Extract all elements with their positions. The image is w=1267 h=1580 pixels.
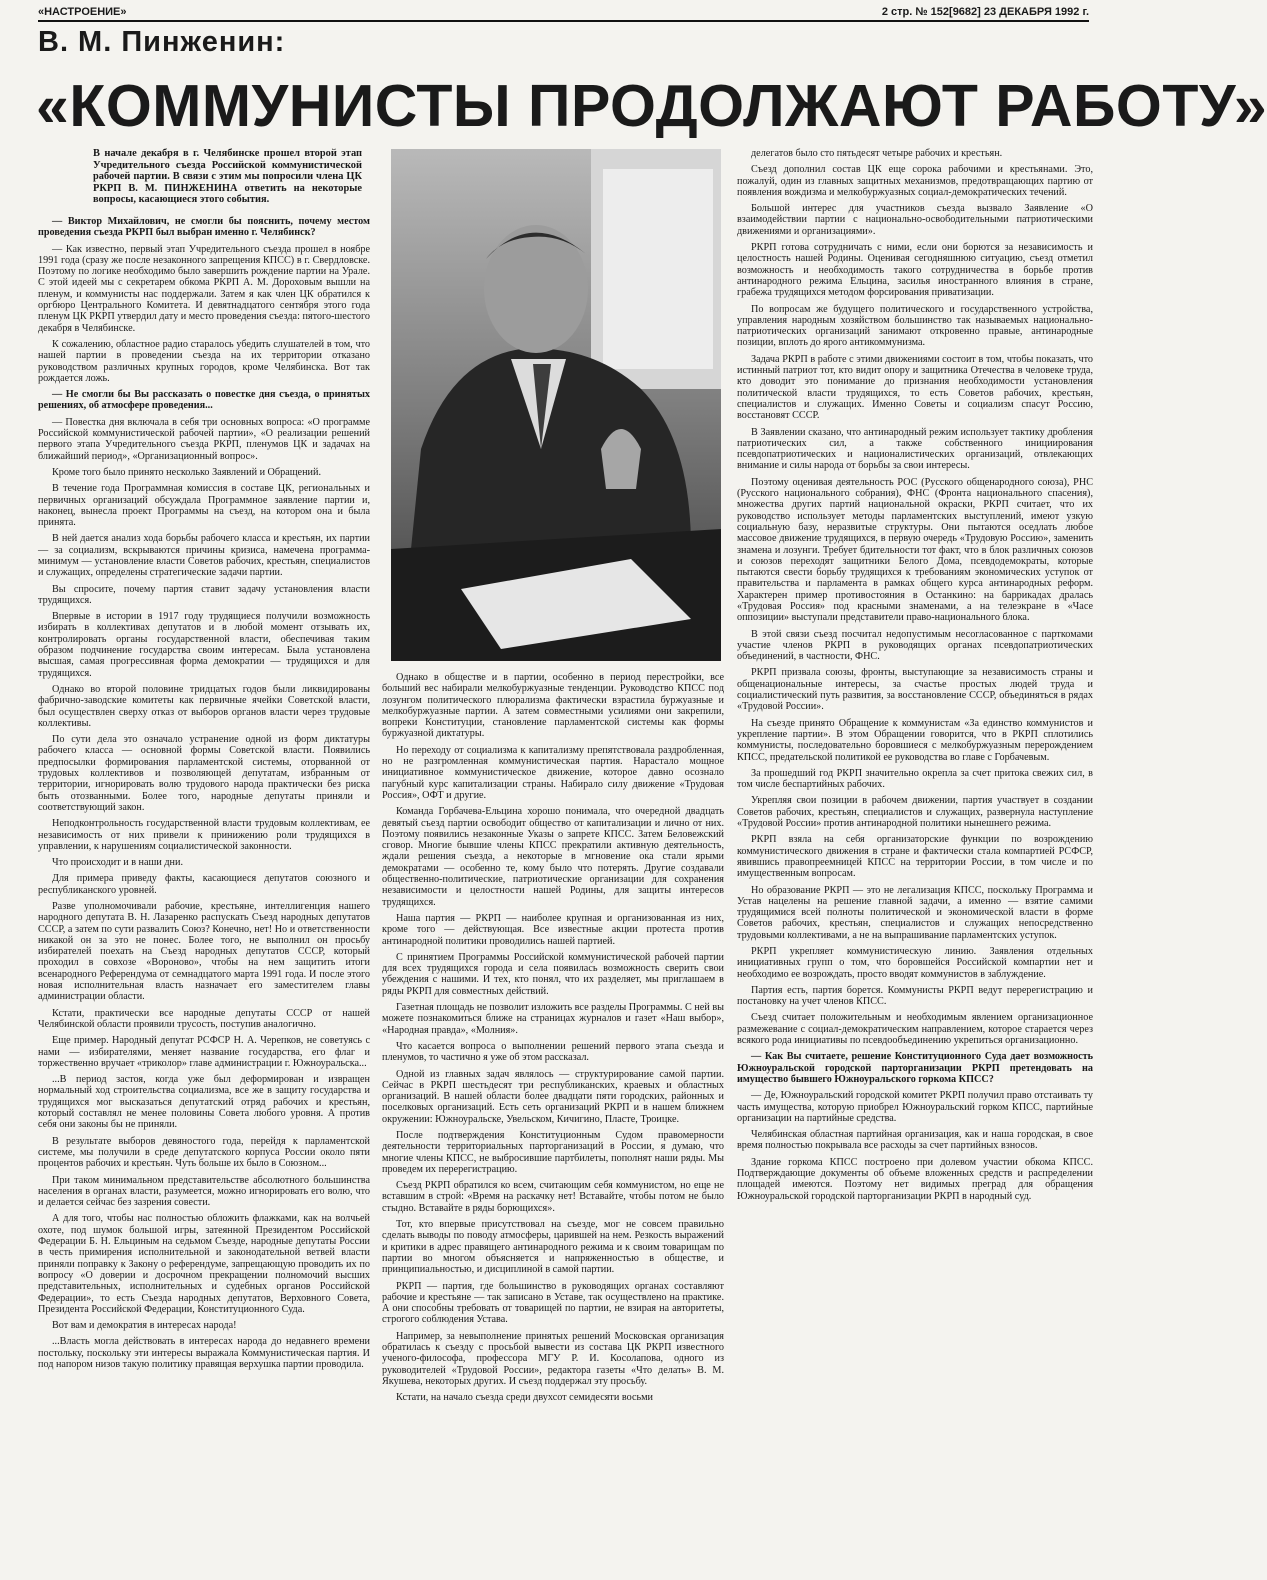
paragraph: Впервые в истории в 1917 году трудящиеся получили возможность избирать в коллективах депутатов и в любой момент отзывать их, контролировать органы государственной власти, обеспечивая таким образом подчинение государства своим интересам. Была установлена высшая, самая прогрессивная форма демократии — трудящихся и для трудящихся. (38, 611, 370, 679)
paragraph: РКРП призвала союзы, фронты, выступающие за независимость страны и общенациональные интересы, за счастье простых людей труда и социалистический путь развития, за восстановление СССР, объединяться в рядах «Трудовой России». (737, 667, 1093, 713)
paragraph: — Как известно, первый этап Учредительного съезда прошел в ноябре 1991 года (сразу же после незаконного запрещения КПСС) в г. Свердловске. Поэтому по логике необходимо было завершить рождение партии на Урале. С этой идеей мы с секретарем обкома РКРП А. М. Дороховым вышли на пленум, и коммунисты нас поддержали. Затем я как член ЦК обратился к оргбюро Центрального Комитета. И девятнадцатого сентября этого года пленум ЦК РКРП утвердил дату и место проведения съезда: пятого-шестого декабря в Челябинске. (38, 243, 370, 334)
paragraph: Большой интерес для участников съезда вызвало Заявление «О взаимодействии партии с национально-освободительными патриотическими движениями и организациями». (737, 203, 1093, 237)
article-column-3 (737, 148, 1093, 1563)
paragraph: По вопросам же будущего политического и государственного устройства, управления народным хозяйством большинство так называемых национально-патриотических организаций занимают откровенно правые, антинародные позиции, вплоть до ярого антикоммунизма. (737, 303, 1093, 349)
paragraph: Однако во второй половине тридцатых годов были ликвидированы фабрично-заводские комитеты как первичные ячейки Советской власти, был осуществлен сверху отказ от выборов органов власти через трудовые коллективы. (38, 683, 370, 729)
paragraph: Вот вам и демократия в интересах народа! (52, 1320, 237, 1332)
paragraph: Партия есть, партия борется. Коммунисты РКРП ведут перерегистрацию и постановку на учет членов КПСС. (737, 984, 1093, 1008)
paragraph: РКРП — партия, где большинство в руководящих органах составляют рабочие и крестьяне — так записано в Уставе, так осуществлено на практике. А они способны требовать от товарищей по партии, не взирая на авторитеты, строгого соблюдения Устава. (382, 1280, 724, 1326)
lead-paragraph: В начале декабря в г. Челябинске прошел второй этап Учредительного съезда Российской коммунистической рабочей партии. В связи с этим мы попросили члена ЦК РКРП В. М. ПИНЖЕНИНА ответить на некоторые вопросы, касающиеся этого события. (93, 148, 362, 206)
paragraph: С принятием Программы Российской коммунистической рабочей партии для всех трудящихся города и села появилась возможность сверить свои убеждения с нашими. И тех, кто понял, что их разделяет, мы приглашаем в ряды РКРП для совместных действий. (382, 951, 724, 997)
paragraph: Вы спросите, почему партия ставит задачу установления власти трудящихся. (38, 583, 370, 606)
paragraph: В Заявлении сказано, что антинародный режим использует тактику дробления патриотических сил, а также собственного инициирования псевдопатриотических и националистических организаций, отвлекающих внимание и силы народа от борьбы за свои интересы. (737, 426, 1093, 472)
headline: «КОММУНИСТЫ ПРОДОЛЖАЮТ РАБОТУ» (36, 73, 1267, 139)
paragraph: Но образование РКРП — это не легализация КПСС, поскольку Программа и Устав нацелены на решение главной задачи, а именно — взятие самими трудящимися всей полноты политической и экономической власти в форме Советов рабочих, крестьян, специалистов и служащих непосредственно трудовыми коллективами, а не на выпрашивание парламентских уступок. (737, 884, 1093, 941)
paragraph: Задача РКРП в работе с этими движениями состоит в том, чтобы показать, что истинный патриот тот, кто видит опору и защитника Отечества в человеке труда, кто доводит это понимание до признания необходимости установления политической власти трудящихся, то есть Советов рабочих, крестьян, специалистов и служащих. Именно Советы и социализм спасут Россию, восстановят СССР. (737, 353, 1093, 422)
paragraph: Для примера приведу факты, касающиеся депутатов союзного и республиканского уровней. (38, 873, 370, 896)
paragraph: Команда Горбачева-Ельцина хорошо понимала, что очередной двадцать девятый съезд партии освободит общество от капитализации и лично от них. Поэтому появились незаконные Указы о запрете КПСС. Затем Беловежский сговор. Многие бывшие члены КПСС прекратили активную деятельность, ждали решения съезда, а некоторые в мгновение ока стали ярыми демократами — особенно те, кому было что потерять. Другие создавали общественно-политические, патриотические организации для сохранения независимости и целостности нашей Родины, для защиты интересов трудящихся. (382, 806, 724, 908)
paragraph: Кстати, на начало съезда среди двухсот семидесяти восьми (396, 1392, 654, 1404)
paragraph: ...Власть могла действовать в интересах народа до недавнего времени постольку, поскольку эти интересы выражала Коммунистическая партия. И под напором низов такую политику правящая верхушка партии проводила. (38, 1336, 370, 1370)
paragraph: — Де, Южноуральский городской комитет РКРП получил право отстаивать ту часть имущества, которую приобрел Южноуральский горком КПСС, партийные организации на партийные средства. (737, 1090, 1093, 1124)
paragraph: К сожалению, областное радио старалось убедить слушателей в том, что нашей партии в проведении съезда на их территории отказано руководством различных крупных городов, кроме Челябинска. Вот так рождается ложь. (38, 338, 370, 384)
paragraph: РКРП укрепляет коммунистическую линию. Заявления отдельных инициативных групп о том, что боровшейся Российской компартии нет и необходимо ее возрождать, просто вводят коммунистов в заблуждение. (737, 946, 1093, 980)
interview-question: — Не смогли бы Вы рассказать о повестке дня съезда, о принятых решениях, об атмосфере проведения... (38, 389, 370, 412)
paragraph: Одной из главных задач являлось — структурирование самой партии. Сейчас в РКРП шестьдесят три республиканских, краевых и областных организаций. В нашей области более двадцати пяти городских, районных и поселковых организаций. Есть сеть организаций РКРП и в нашем ближнем окружении: Южноуральске, Увельском, Кичигино, Пласте, Троицке. (382, 1068, 724, 1125)
paragraph: Кстати, практически все народные депутаты СССР от нашей Челябинской области проявили трусость, поступив аналогично. (38, 1007, 370, 1030)
article-column-2 (382, 672, 724, 1564)
paragraph: В этой связи съезд посчитал недопустимым несогласованное с парткомами участие членов РКРП в руководящих органах псевдопатриотических объединений, в частности, ФНС. (737, 628, 1093, 663)
paragraph: Съезд РКРП обратился ко всем, считающим себя коммунистом, но еще не вставшим в строй: «Время на раскачку нет! Вставайте, чтобы потом не было стыдно. Вставайте в ряды борющихся». (382, 1180, 724, 1214)
article-column-1 (38, 148, 370, 1563)
paragraph: В результате выборов девяностого года, перейдя к парламентской системе, мы получили в среде депутатского корпуса России около пяти процентов рабочих и крестьян. Чуть больше их было в Союзном... (38, 1135, 370, 1170)
paragraph: Еще пример. Народный депутат РСФСР Н. А. Черепков, не советуясь с нами — избирателями, меняет название государства, его флаг и торжественно вручает «триколор» главе администрации г. Южноуральска... (38, 1035, 370, 1069)
portrait-photo-image (391, 149, 721, 661)
paragraph: Кроме того было принято несколько Заявлений и Обращений. (52, 466, 321, 478)
paragraph: делегатов было сто пятьдесят четыре рабочих и крестьян. (751, 148, 1003, 159)
paragraph: Челябинская областная партийная организация, как и наша городская, в свое время полностью покрывала все расходы за счет партийных взносов. (737, 1129, 1093, 1152)
paragraph: Укрепляя свои позиции в рабочем движении, партия участвует в создании Советов рабочих, крестьян, специалистов и служащих, развернула наступление «Трудовой России» против антинародной политики нынешнего режима. (737, 795, 1093, 830)
paragraph: Поэтому оценивая деятельность РОС (Русского общенародного союза), РНС (Русского национального собрания), ФНС (Фронта национального спасения), множества других партий национальной окраски, РКРП считает, что их руководство использует методы парламентских выступлений, имеют узкую социальную базу, неразвитые структуры. Они пытаются оседлать любое массовое движение трудящихся, в первую очередь «Трудовую Россию», заменить знамена и лозунги. Требует бдительности тот факт, что в блок различных союзов и союзов переходят защитники Белого Дома, псевдодемократы, которые пытаются свести борьбу трудящихся к требованиям экономических уступок от правительства и парламента в рамках общего курса антинародных реформ. Характерен пример противостояния в Останкино: на баррикадах дралась «Трудовая Россия» под красными знаменами, а на телеэкране в «Часе оппозиции» выступали представители право-национального блока. (737, 476, 1093, 624)
paragraph: После подтверждения Конституционным Судом правомерности деятельности территориальных парторганизаций в России, я думаю, что многие члены КПСС, не выбросившие партбилеты, пополнят наши ряды. Мы проведем их перерегистрацию. (382, 1129, 724, 1175)
paragraph: Тот, кто впервые присутствовал на съезде, мог не совсем правильно сделать выводы по поводу атмосферы, царившей на нем. Резкость выражений и критики в адрес правящего антинародного режима и к своим товарищам по партии во многом объясняется и напряженностью в обществе, и принципиальностью, и дисциплиной в самой партии. (382, 1219, 724, 1276)
paragraph: Разве уполномочивали рабочие, крестьяне, интеллигенция нашего народного депутата В. Н. Лазаренко распускать Съезд народных депутатов СССР, а затем по сути развалить Союз? Конечно, нет! Но и ответственности никакой он за это не понес. Более того, не выполнил он просьбу избирателей поехать на Съезд народных депутатов СССР, который проходил в совхозе «Вороново», чтобы на нем защитить итоги всенародного Референдума от семнадцатого марта 1991 года. И после этого новая исполнительная власть назначает его заместителем главы администрации области. (38, 901, 370, 1003)
newspaper-name: «НАСТРОЕНИЕ» (38, 6, 127, 18)
paragraph: Здание горкома КПСС построено при долевом участии обкома КПСС. Подтверждающие документы об объеме вложенных средств и распределении площадей имеются. Поэтому нет видимых преград для обращения Южноуральской городской парторганизации РКРП в народный суд. (737, 1156, 1093, 1202)
paragraph: В течение года Программная комиссия в составе ЦК, региональных и первичных организаций обсуждала Программное заявление партии и, наконец, вынесла проект Программы на съезд, на котором она и была принята. (38, 483, 370, 529)
paragraph: Например, за невыполнение принятых решений Московская организация обратилась к съезду с просьбой вывести из состава ЦК РКРП известного ученого-философа, профессора МГУ Р. И. Косолапова, одного из руководителей «Трудовой России», редактора газеты «Что делать» В. М. Якушева, некоторых других. И съезд поддержал эту просьбу. (382, 1330, 724, 1387)
paragraph: Съезд дополнил состав ЦК еще сорока рабочими и крестьянами. Это, пожалуй, один из главных защитных механизмов, предотвращающих партию от появления вождизма и мелкобуржуазных социал-демократических течений. (737, 164, 1093, 198)
paragraph: Что происходит и в наши дни. (52, 857, 184, 869)
paragraph: ...В период застоя, когда уже был деформирован и извращен нормальный ход строительства социализма, все же в защиту государства и трудящихся мог высказаться депутатский отряд рабочих и крестьян, который составлял не менее половины Совета любого уровня. А против себя они законы бы не приняли. (38, 1074, 370, 1131)
paragraph: Съезд считает положительным и необходимым явлением организационное размежевание с социал-демократическим направлением, которое старается через всякого рода инициативы по псевдообъединению укрепиться организационно. (737, 1012, 1093, 1047)
paragraph: Но переходу от социализма к капитализму препятствовала раздробленная, но не разгромленная коммунистическая партия. Нарастало мощное инициативное коммунистическое движение, которое давно осознало пагубный курс капитализации страны. Набирало силу движение «Трудовая Россия», ОФТ и другие. (382, 744, 724, 801)
paragraph: При таком минимальном представительстве абсолютного большинства населения в органах власти, разумеется, можно игнорировать его волю, что и делается сейчас без зазрения совести. (38, 1174, 370, 1209)
paragraph: Наша партия — РКРП — наиболее крупная и организованная из них, кроме того — действующая. Все известные акции протеста против антинародной политики проводились нашей партией. (382, 912, 724, 947)
paragraph: В ней дается анализ хода борьбы рабочего класса и крестьян, их партии — за социализм, вскрываются причины кризиса, намечена программа-минимум — установление власти Советов рабочих, крестьян, специалистов и служащих, определены стратегические задачи партии. (38, 533, 370, 579)
paragraph: РКРП взяла на себя организаторские функции по возрождению коммунистического движения в стране и фактически стала компартией РСФСР, явившись правопреемницей КПСС на территории России, в том числе и по имущественным вопросам. (737, 834, 1093, 880)
issue-info: 2 стр. № 152[9682] 23 ДЕКАБРЯ 1992 г. (881, 6, 1089, 18)
interview-question: — Как Вы считаете, решение Конституционного Суда дает возможность Южноуральской городской парторганизации РКРП претендовать на имущество бывшего Южноуральского горкома КПСС? (737, 1051, 1093, 1085)
paragraph: А для того, чтобы нас полностью обложить флажками, как на волчьей охоте, под шумок большой игры, затеянной Президентом Российской Федерации Б. Н. Ельциным на седьмом Съезде, народные депутаты России в честь примирения исполнительной и законодательной ветвей власти приняли поправку к Закону о референдуме, запрещающую проводить их по вопросу «О доверии и досрочном прекращении полномочий высших представительных, исполнительных и судебных органов Российской Федерации», то есть Съезда народных депутатов, Верховного Совета, Президента Российской Федерации, Конституционного Суда. (38, 1213, 370, 1315)
paragraph: Неподконтрольность государственной власти трудовым коллективам, ее независимость от них привели к принижению роли трудящихся в управлении, к нарушениям социалистической законности. (38, 818, 370, 852)
paragraph: РКРП готова сотрудничать с ними, если они борются за независимость и целостность нашей Родины. Оценивая сегодняшнюю ситуацию, съезд отметил возможность и необходимость такого сотрудничества в борьбе против антинародного режима Ельцина, засилья иностранного влияния в стране, грабежа трудящихся методом форсирования приватизации. (737, 242, 1093, 299)
paragraph: По сути дела это означало устранение одной из форм диктатуры рабочего класса — основной формы Советской власти. Появились предпосылки формирования парламентской системы, оторванной от трудовых коллективов и позволяющей депутатам, избранным от территории, игнорировать волю трудового народа практически без риска быть отозванными. Более того, народные депутаты приняли и соответствующий закон. (38, 734, 370, 813)
paragraph: Газетная площадь не позволит изложить все разделы Программы. С ней вы можете познакомиться ближе на страницах журналов и газет «Наш выбор», «Народная правда», «Молния». (382, 1002, 724, 1036)
paragraph: — Повестка дня включала в себя три основных вопроса: «О программе Российской коммунистической рабочей партии», «О реализации решений первого этапа Учредительного съезда РКРП, пленумов ЦК и задачах на ближайший период», «Организационный вопрос». (38, 416, 370, 462)
masthead (38, 4, 1089, 22)
author-name: В. М. Пинженин: (38, 26, 286, 58)
interview-question: — Виктор Михайлович, не смогли бы пояснить, почему местом проведения съезда РКРП был выбран именно г. Челябинск? (38, 215, 370, 239)
portrait-photo (391, 149, 721, 661)
paragraph: Что касается вопроса о выполнении решений первого этапа съезда и пленумов, то частично я уже об этом рассказал. (382, 1040, 724, 1064)
paragraph: На съезде принято Обращение к коммунистам «За единство коммунистов и укрепление партии». В этом Обращении говорится, что в РКРП сплотились коммунисты, последовательно боровшиеся с мелкобуржуазным перерождением КПСС, предательской политикой ее руководства во главе с Горбачевым. (737, 717, 1093, 763)
paragraph: За прошедший год РКРП значительно окрепла за счет притока свежих сил, в том числе беспартийных рабочих. (737, 767, 1093, 791)
paragraph: Однако в обществе и в партии, особенно в период перестройки, все больший вес набирали мелкобуржуазные тенденции. Руководство КПСС под лозунгом политического плюрализма фактически взрастила буржуазные и мелкобуржуазные партии. А затем совместными усилиями они закрепили, вопреки Конституции, становление парламентской системы как формы буржуазной диктатуры. (382, 672, 724, 740)
